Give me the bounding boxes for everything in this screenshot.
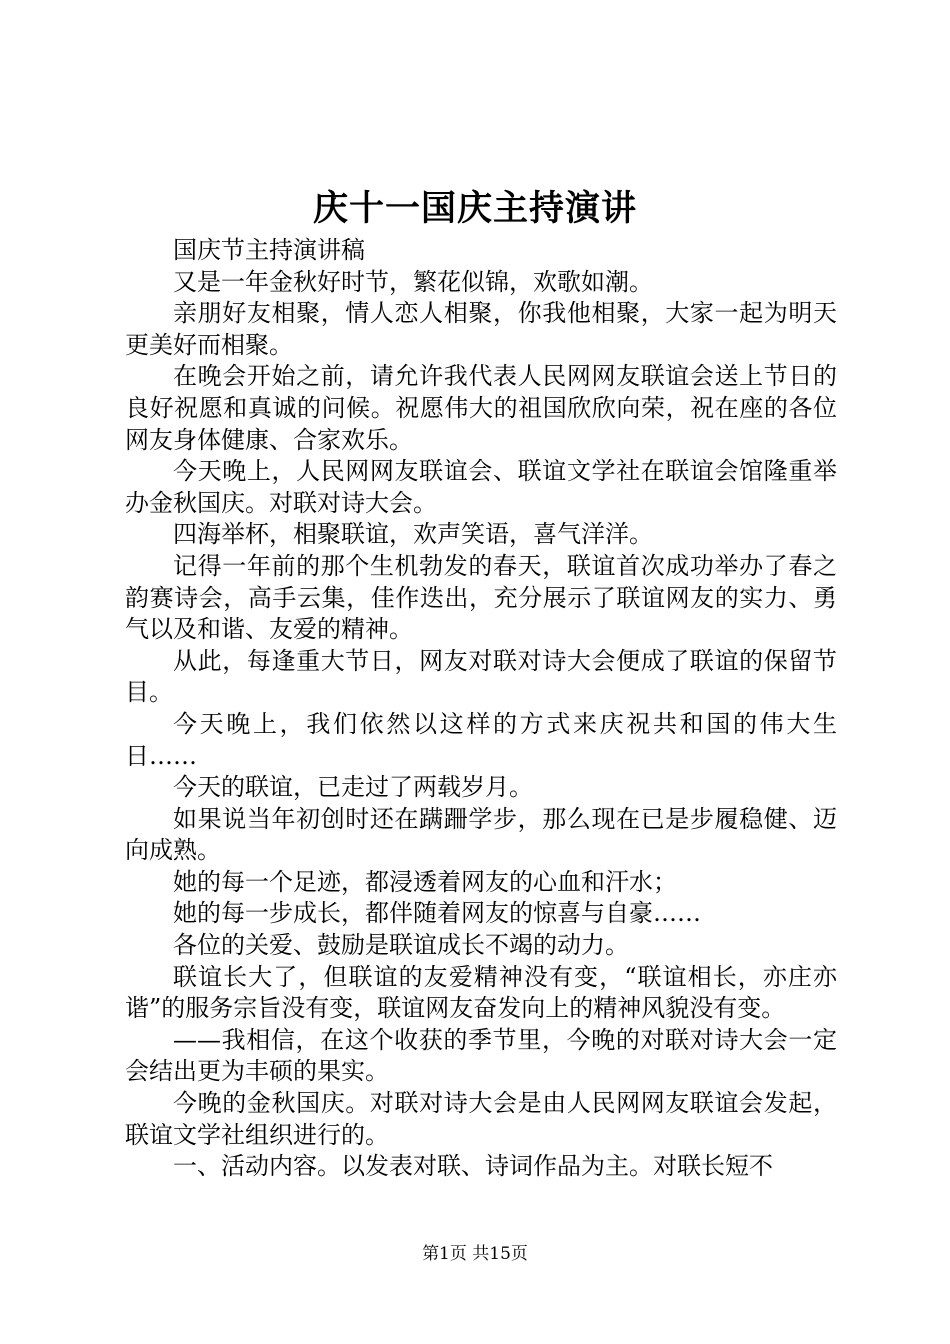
paragraph: 国庆节主持演讲稿 (173, 236, 365, 264)
paragraph: 一、活动内容。以发表对联、诗词作品为主。对联长短不 (173, 1152, 773, 1181)
paragraph: 她的每一步成长，都伴随着网友的惊喜与自豪…… (173, 899, 701, 928)
document-title: 庆十一国庆主持演讲 (312, 188, 637, 229)
paragraph: 亲朋好友相聚，情人恋人相聚，你我他相聚，大家一起为明天更美好而相聚。 (125, 299, 837, 359)
paragraph: 从此，每逢重大节日，网友对联对诗大会便成了联谊的保留节目。 (125, 646, 837, 707)
document-body (125, 235, 837, 1183)
paragraph: 今天晚上，人民网网友联谊会、联谊文学社在联谊会馆隆重举办金秋国庆。对联对诗大会。 (125, 457, 837, 517)
paragraph: 她的每一个足迹，都浸透着网友的心血和汗水； (173, 867, 677, 896)
paragraph: 记得一年前的那个生机勃发的春天，联谊首次成功举办了春之韵赛诗会，高手云集，佳作迭出，充分展示了联谊网友的实力、勇气以及和谐、友爱的精神。 (125, 551, 837, 644)
paragraph: 今晚的金秋国庆。对联对诗大会是由人民网网友联谊会发起，联谊文学社组织进行的。 (125, 1089, 837, 1149)
paragraph: 四海举杯，相聚联谊，欢声笑语，喜气洋洋。 (173, 520, 653, 549)
paragraph: 在晚会开始之前，请允许我代表人民网网友联谊会送上节日的良好祝愿和真诚的问候。祝愿伟大的祖国欣欣向荣，祝在座的各位网友身体健康、合家欢乐。 (125, 362, 837, 454)
page-footer: 第1页 共15页 (422, 1244, 528, 1264)
paragraph: 今天晚上，我们依然以这样的方式来庆祝共和国的伟大生日…… (125, 709, 837, 770)
paragraph: 联谊长大了，但联谊的友爱精神没有变，“联谊相长，亦庄亦谐”的服务宗旨没有变，联谊网友奋发向上的精神风貌没有变。 (125, 962, 837, 1023)
paragraph: 各位的关爱、鼓励是联谊成长不竭的动力。 (173, 931, 629, 960)
paragraph: 如果说当年初创时还在蹒跚学步，那么现在已是步履稳健、迈向成熟。 (125, 804, 837, 865)
paragraph: 今天的联谊，已走过了两载岁月。 (173, 773, 533, 802)
paragraph: 又是一年金秋好时节，繁花似锦，欢歌如潮。 (173, 267, 653, 296)
paragraph: ——我相信，在这个收获的季节里，今晚的对联对诗大会一定会结出更为丰硕的果实。 (125, 1025, 837, 1086)
